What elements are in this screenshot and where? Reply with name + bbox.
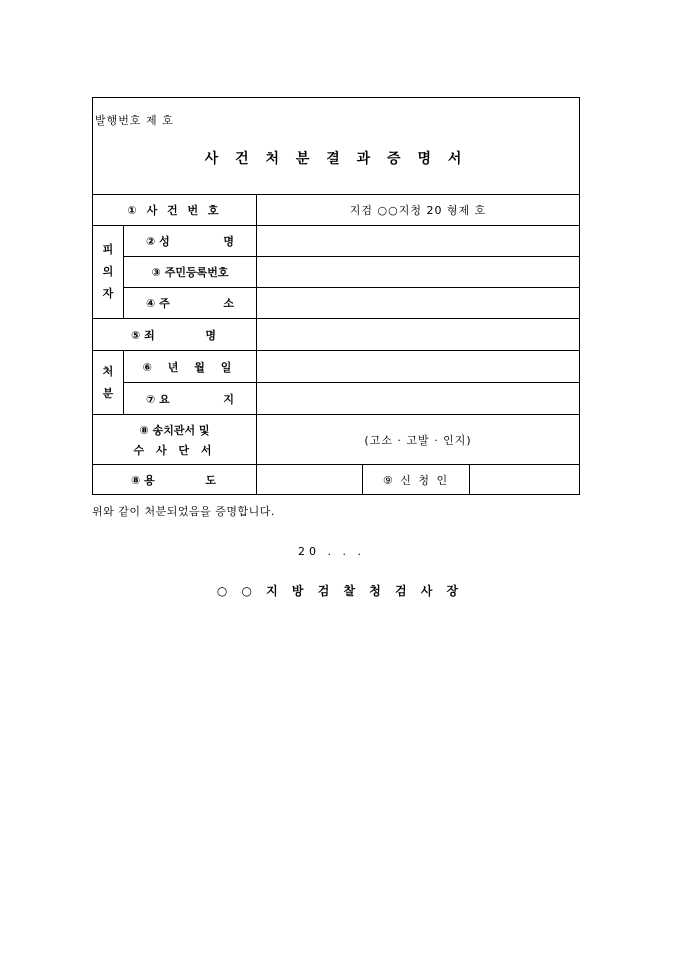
crime-label: ⑤ 죄 명 (93, 319, 257, 351)
summary-value[interactable] (257, 383, 580, 415)
case-number-value: 지검 ○○지청 20 형제 호 (257, 195, 580, 226)
document-title: 사 건 처 분 결 과 증 명 서 (204, 151, 468, 167)
signer-title: ○ ○ 지 방 검 찰 청 검 사 장 (216, 584, 464, 598)
certificate-table (92, 97, 580, 495)
crime-value[interactable] (257, 319, 580, 351)
certification-statement: 위와 같이 처분되었음을 증명합니다. (92, 505, 275, 518)
rrn-label: ③ 주민등록번호 (124, 257, 257, 288)
name-value[interactable] (257, 226, 580, 257)
suspect-group-label: 피 의 자 (93, 226, 124, 319)
purpose-value[interactable] (257, 465, 363, 495)
header-cell (93, 98, 580, 195)
disposal-group-label: 처 분 (93, 351, 124, 415)
applicant-label: ⑨ 신 청 인 (363, 465, 470, 495)
name-label: ② 성 명 (124, 226, 257, 257)
issue-date: 20 . . . (298, 545, 365, 558)
case-number-label: ① 사 건 번 호 (93, 195, 257, 226)
disposal-date-value[interactable] (257, 351, 580, 383)
summary-label: ⑦ 요 지 (124, 383, 257, 415)
rrn-value[interactable] (257, 257, 580, 288)
address-value[interactable] (257, 288, 580, 319)
issue-number: 발행번호 제 호 (95, 114, 174, 127)
applicant-value[interactable] (470, 465, 580, 495)
address-label: ④ 주 소 (124, 288, 257, 319)
disposal-date-label: ⑥ 년 월 일 (124, 351, 257, 383)
source-label: ⑧ 송치관서 및 수 사 단 서 (93, 415, 257, 465)
purpose-label: ⑧ 용 도 (93, 465, 257, 495)
source-value: (고소 · 고발 · 인지) (257, 415, 580, 465)
